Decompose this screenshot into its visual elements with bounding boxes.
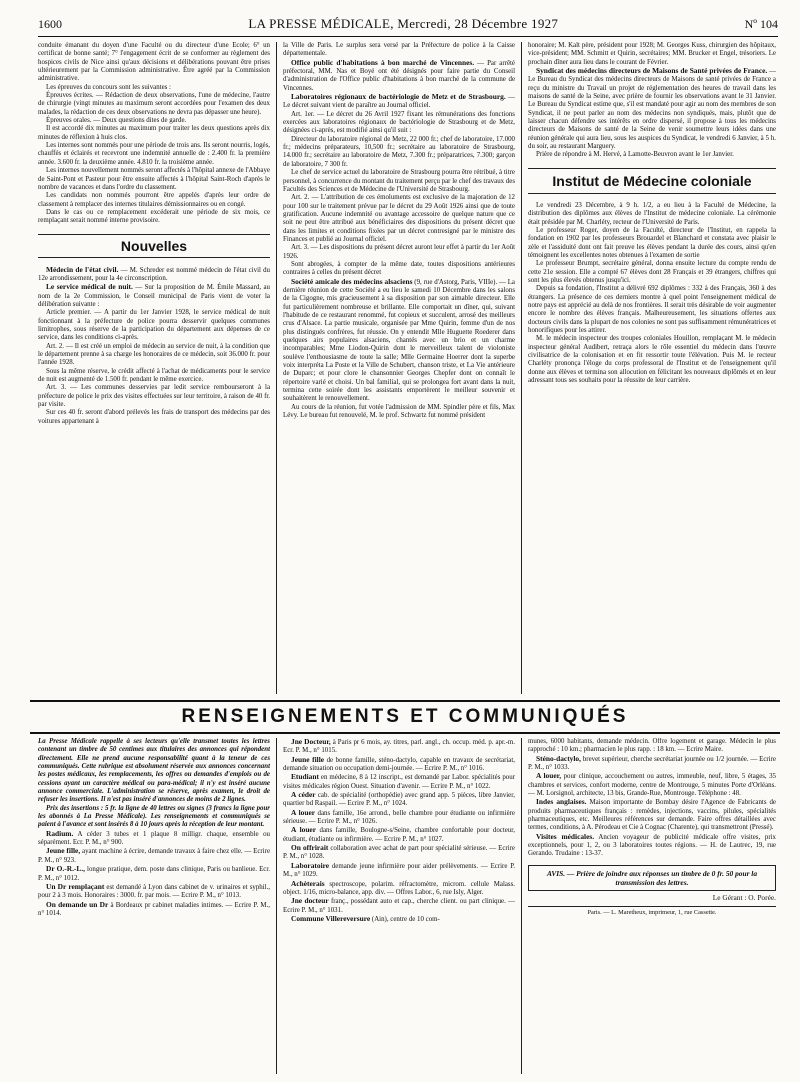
paragraph: Le vendredi 23 Décembre, à 9 h. 1/2, a eu lieu à la Faculté de Médecine, la distribution des diplômes aux élèves de l'Institut de médecine coloniale. La cérémonie était présidée par M. Charléty, recteur de l'Université de Paris.	[528, 201, 776, 226]
paragraph: Les épreuves du concours sont les suivantes :	[46, 83, 171, 91]
paragraph: Épreuves orales. — Deux questions dites de garde.	[46, 117, 187, 125]
column-rule	[521, 738, 522, 1074]
news-heading: Société amicale des médecins alsaciens	[291, 276, 413, 286]
ad-heading: A louer	[291, 825, 316, 835]
ad-heading: Visites médicales.	[536, 831, 595, 841]
ad-heading: A louer,	[536, 771, 562, 781]
ad-text: Ancien voyageur de publicité médicale offre visites, prix exceptionnels, pour 1, 2, ou 3 laboratoires toutes régions. — H. de Lautrec, 19, rue Gerando. Trudaine : 13-37.	[528, 833, 776, 858]
news-text: (9, rue d'Astorg, Paris, VIIIe). — La dernière réunion de cette Société a eu lieu le samedi 10 Décembre dans les salons de la Cigogne, mis gracieusement à sa disposition par son aimable directeur. Elle fut particulièrement nombreuse et brillante. Elle comportait un dîner, qui, suivant l'habitude de ce restaurant renommé, fut copieux et succulent, arrosé des meilleurs crus d'Alsace. La partie musicale, organisée par Mme Quirin, femme d'un de nos plus distingués confrères, fut réussie. On y entendit Mlle Huguette Roederer dans quelques airs populaires alsaciens, chantés avec un brio et un charme incomparables; Mme Liodon-Quirin dont le merveilleux talent de violoniste soulève l'enthousiasme de toute la salle; Mlle Germaine Hoerrer dont la superbe voix interpréta La Poste et la Ville de Schubert, chanson triste, et La Vie antérieure de Duparc; et pour clore le chansonnier Georges Chepfer dont on connaît le répertoire varié et choisi. Un bal familial, qui se prolongea fort avant dans la nuit, termina cette soirée dont les assistants emportèrent le meilleur souvenir et souhaitèrent le renouvellement.	[283, 278, 515, 403]
paragraph: Dans le cas ou ce remplacement excéderait une période de six mois, ce remplaçant serait nommé interne provisoire.	[38, 208, 270, 225]
ad-heading: On offrirait	[291, 843, 329, 853]
news-text: — Sur la proposition de M. Émile Massard, au nom de la 2e Commission, le Conseil municipal de Paris vient de voter la délibération suivante :	[38, 284, 270, 308]
ad-text: spectroscope, polarim. réfractomètre, microm. cellule Malass. object. 1/16, micro-balance, app. div. — Offres Labor., 6, rue Isly, Alger.	[283, 880, 515, 896]
classifieds-intro: La Presse Médicale rappelle à ses lecteurs qu'elle transmet toutes les lettres contenant un timbre de 50 centimes aux titulaires des annonces qui répondent directement. Elle ne prend aucune responsabilité quant à la teneur de ces communiqués. Cette rubrique est absolument réservée aux annonces concernant les postes médicaux, les remplacements, les offres ou demandes d'emplois ou de cessions ayant un caractère médical ou para-médical; il n'y est inséré aucune annonce commerciale. L'administration se réserve, après examen, le droit de refuser les insertions. Il n'est pas inséré d'annonces de moins de 2 lignes.	[38, 738, 270, 804]
column-rule	[276, 42, 277, 694]
ad-text: brevet supérieur, cherche secrétariat journée ou 1/2 journée. — Ecrire P. M., n° 1033.	[528, 755, 776, 772]
paragraph: Épreuves écrites. — Rédaction de deux observations, l'une de médecine, l'autre de chirurgie (vingt minutes au maximum seront accordées pour l'examen des deux malades, la rédaction de ces deux observations ne devra pas dépasser une heure).	[38, 92, 270, 116]
ad-heading: Achèterais	[291, 878, 325, 888]
news-heading: Syndicat des médecins directeurs de Maisons de Santé privées de France.	[536, 66, 768, 76]
ad-text: en médecine, 8 à 12 inscript., est demandé par Labor. spécialités pour visites médicales région Ouest. Situation d'avenir. — Ecrire P. M., n° 1022.	[283, 774, 515, 790]
ad-text: collaboration avec achat de part pour spécialité sérieuse. — Ecrire P. M., n° 1028.	[283, 845, 515, 861]
section-banner-renseignements: RENSEIGNEMENTS ET COMMUNIQUÉS	[30, 700, 780, 734]
paragraph: Prière de répondre à M. Hervé, à Lamotte-Beuvron avant le 1er Janvier.	[536, 151, 734, 159]
ad-text: à Bordeaux pr cabinet maladies intimes. — Ecrire P. M., n° 1014.	[38, 901, 270, 917]
ad-text: pour clinique, accouchement ou autres, immeuble, neuf, libre, 5 étages, 35 chambres et services, confort moderne, centre de Montrouge, 5 minutes Porte d'Orléans. — M. Lorsignol, architecte, 13 bis, Grande-Rue, Montrouge. Téléphone : 48.	[528, 773, 776, 798]
page-header	[38, 12, 778, 37]
ad-heading: Etudiant	[291, 772, 319, 782]
ad-heading: Radium.	[46, 828, 74, 838]
ad-heading: Un Dr remplaçant	[46, 881, 105, 891]
paragraph: Depuis sa fondation, l'Institut a délivré 692 diplômes : 332 à des Français, 360 à des étrangers. La présence de ces derniers montre à quel point l'enseignement médical de notre pays est apprécié au delà de nos frontières. Il serait très désirable de voir augmenter encore le nombre des élèves français. Malheureusement, les situations offertes aux docteurs civils dans la plupart de nos colonies ne sont pas suffisamment rémunératrices et honorifiques pour les attirer.	[528, 285, 776, 334]
paragraph: M. le médecin inspecteur des troupes coloniales Houillon, remplaçant M. le médecin inspecteur général Audibert, retraça alors le rôle essentiel du médecin dans l'œuvre civilisatrice de la colonisation et en fit ressortir toute l'élévation. Puis M. le recteur Charléty prononça l'éloge du corps professoral de l'Institut et de l'enseignement qu'il donne aux élèves et termina son allocution en félicitant les nouveaux diplômés et en leur adressant tous ses souhaits pour la réussite de leur carrière.	[528, 335, 776, 385]
page-number: 1600	[38, 16, 62, 31]
ad-heading: Jne docteur	[291, 896, 329, 906]
news-text: — Le décret suivant vient de paraître au Journal officiel.	[283, 94, 515, 110]
ad-text: dans famille, 16e arrond., belle chambre pour étudiante ou infirmière sérieuse. — Ecrire P. M., n° 1026.	[283, 809, 515, 826]
journal-title: LA PRESSE MÉDICALE, Mercredi, 28 Décembre 1927	[248, 16, 559, 31]
news-text: — Le Bureau du Syndicat des médecins directeurs de Maisons de santé privées de France a reçu du ministre du Travail un projet de réglementation des heures de travail dans les maisons de santé de la Seine, avec prière de fournir les observations avant le 31 Janvier. Le Bureau du Syndicat estime que, s'il est mandaté pour agir au nom des membres de son Syndicat, il ne peut parler au nom des médecins non syndiqués, mais, plutôt que de laisser chacun défendre ses intérêts en ordre dispersé, il propose à tous les médecins directeurs de Maisons de santé de la Seine de venir soumettre leurs idées dans une réunion générale qui aura lieu, sous les auspices du Syndicat, le vendredi 6 Janvier, à 5 h. du soir, au restaurant Marguery.	[528, 68, 776, 151]
paragraph: Art. 3. — Les communes desservies par ledit service rembourseront à la préfecture de police le prix des visites effectuées sur leur territoire, à raison de 40 fr. par visite.	[38, 384, 270, 409]
ad-heading: A céder	[291, 790, 316, 800]
paragraph: Le professeur Roger, doyen de la Faculté, directeur de l'Institut, en rappela la fondation en 1902 par les professeurs Brouardel et Blanchard et constata avec plaisir le zèle et l'assiduité dont ont fait preuve les élèves pendant la durée des cours, ainsi qu'en témoignent les excellentes notes obtenues à l'examen de sortie	[528, 226, 776, 259]
paragraph: Le professeur Brumpt, secrétaire général, donna ensuite lecture du compte rendu de cette 21e session. Elle a compté 67 élèves dont 28 Français et 39 étrangers, chiffres qui sont les plus élevés obtenus jusqu'ici.	[528, 260, 776, 284]
ad-heading: Jne Docteur,	[291, 738, 331, 746]
ad-text: longue pratique, dem. poste dans clinique, Paris ou banlieue. Ecr. P. M., n° 1012.	[38, 866, 270, 882]
section-title-nouvelles: Nouvelles	[38, 234, 270, 258]
news-text: — Par arrêté préfectoral, MM. Nas et Boyé ont été désignés pour faire partie du Conseil d'administration de l'Office public d'habitations à bon marché de la commune de Vincennes.	[283, 59, 515, 92]
paragraph: Au cours de la réunion, fut votée l'admission de MM. Spindler père et fils, Max Lévy. Le bureau fut renouvelé, M. le prof. Schwartz fut nommé président	[283, 403, 515, 420]
section-title-institut: Institut de Médecine coloniale	[528, 168, 776, 194]
ad-text: demande jeune infirmière pour aider prélèvements. — Ecrire P. M., n° 1029.	[283, 862, 515, 879]
column-rule	[521, 42, 522, 694]
paragraph: Les candidats non nommés pourront être appelés d'après leur ordre de classement à remplacer des internes titulaires démissionnaires ou en congé.	[38, 192, 270, 208]
news-heading: Office public d'habitations à bon marché de Vincennes.	[291, 57, 475, 67]
ad-text: dans famille, Boulogne-s/Seine, chambre confortable pour docteur, étudiant, étudiante ou infirmière. — Ecrire P. M., n° 1027.	[283, 827, 515, 843]
ad-text: ayant machine à écrire, demande travaux à faire chez elle. — Ecrire P. M., n° 923.	[38, 848, 270, 864]
ad-heading: Indes anglaises.	[536, 797, 587, 807]
avis-notice: AVIS. — Prière de joindre aux réponses un timbre de 0 fr. 50 pour la transmission des lettres.	[528, 865, 776, 891]
ad-heading: Sténo-dactylo,	[536, 753, 581, 763]
gerant-signature: Le Gérant : O. Porée.	[712, 892, 776, 902]
paragraph: Art. 2. — L'attribution de ces émoluments est exclusive de la majoration de 12 pour 100 sur le traitement prévue par le décret du 29 Août 1926 ainsi que de toute gratification. Aucune indemnité ou avantage accessoire de quelque nature que ce soit ne peut être attribué aux bénéficiaires des dispositions du présent décret que dans les limites et conditions fixées par un décret contresigné par le ministre des Finances et publié au Journal officiel.	[283, 194, 515, 243]
news-text: — M. Schreder est nommé médecin de l'état civil du 12e arrondissement, pour la 4e circonscription.	[38, 266, 270, 282]
paragraph: Le chef de service actuel du laboratoire de Strasbourg pourra être rétribué, à titre personnel, à concurrence du montant du traitement perçu par le chef des travaux des Facultés des Sciences et de Médecine de l'Université de Strasbourg.	[283, 169, 515, 193]
ad-heading: On demande un Dr	[46, 899, 109, 909]
paragraph: Les internes nouvellement nommés seront affectés à l'hôpital annexe de l'Abbaye de Saint-Pont et Pasteur pour être ensuite affectés à l'hôpital Saint-Roch d'après le nombre de vacances et dans l'ordre du classement.	[38, 167, 270, 191]
column-2	[283, 42, 515, 694]
paragraph: Article premier. — A partir du 1er Janvier 1928, le service médical de nuit fonctionnant à la préfecture de police pourra desservir quelques communes limitrophes, sous réserve de la participation du département aux dépenses de ce service, dans les conditions ci-après.	[38, 309, 270, 342]
paragraph: Directeur du laboratoire régional de Metz, 22 000 fr.; chef de laboratoire, 17.000 fr.; médecins préparateurs, 10,500 fr.; secrétaire au laboratoire de Strasbourg, 14.000 fr.; secrétaire au laboratoire de Metz, 7.300 fr.; préparatrices, 7.300; garçon de laboratoire, 7 300 fr.	[283, 135, 515, 168]
column-1	[38, 42, 270, 694]
ad-text: munes, 6000 habitants, demande médecin. Offre logement et garage. Médecin le plus rapproché : 10 km.; pharmacien le plus rapp. : 18 km. — Ecrire Maire.	[528, 738, 776, 754]
news-heading: Laboratoires régionaux de bactériologie de Metz et de Strasbourg.	[291, 92, 506, 102]
ad-text: de bonne famille, sténo-dactylo, capable en travaux de secrétariat, demande situation ou occupation demi-journée. — Ecrire P. M., n° 1016.	[283, 756, 515, 773]
classifieds-column-2	[283, 738, 515, 1074]
ad-heading: Laboratoire	[291, 860, 330, 870]
ad-text: est demandé à Lyon dans cabinet de v. urinaires et syphil., pour 2 à 3 mois. Honoraires : 3000. fr. par mois. — Ecrire P. M., n° 1013.	[38, 883, 270, 900]
ad-text: cab. de spécialité (orthopédie) avec grand app. 5 pièces, libre Janvier, quartier bd Raspail. — Ecrire P. M., n° 1024.	[283, 792, 515, 808]
paragraph: honoraire; M. Kalt père, président pour 1928; M. Georges Kuss, chirurgien des hôpitaux, vice-président; MM. Schmitt et Quirin, secrétaires; MM. Brucker et Engel, trésoriers. Le prochain dîner aura lieu dans le courant de Février.	[528, 42, 776, 66]
paragraph: Sous la même réserve, le crédit affecté à l'achat de médicaments pour le service de nuit est augmenté de 1.500 fr. pendant le même exercice.	[38, 367, 270, 384]
ad-heading: Commune Villereversure	[291, 913, 371, 923]
column-rule	[276, 738, 277, 1074]
paragraph: Il est accordé dix minutes au maximum pour traiter les deux questions après dix minutes de réflexion à huis clos.	[38, 125, 270, 141]
ad-text: A céder 3 tubes et 1 plaque 8 milligr. chaque, ensemble ou séparément. Ecr. P. M., n° 900.	[38, 830, 270, 847]
classifieds-column-3	[528, 738, 776, 1074]
ad-heading: A louer	[291, 807, 316, 817]
classifieds-column-1	[38, 738, 270, 1074]
ad-text: franç., possédant auto et cap., cherche client. ou part clinique. — Ecrire P. M., n° 1031.	[283, 898, 515, 914]
news-heading: Médecin de l'état civil.	[46, 264, 119, 274]
paragraph: Art. 3. — Les dispositions du présent décret auront leur effet à partir du 1er Août 1926.	[283, 244, 515, 260]
ad-text: à Paris pr 6 mois, ay. titres, parl. angl., ch. occup. méd. p. apr.-m. Ecr. P. M., n° 1015.	[283, 739, 515, 755]
ad-heading: Jeune fille	[291, 754, 325, 764]
printer-imprint: Paris. — L. Maretheux, imprimeur, 1, rue Cassette.	[528, 906, 776, 917]
ad-text: Maison importante de Bombay désire l'Agence de Fabricants de produits pharmaceutiques français : remèdes, injections, vaccins, pilules, spécialités pharmaceutiques, etc. Meilleures références sur demande. Faire offres détaillées avec termes, conditions, à A. Pérodeau et Cie à Cognac (Charente), qui transmettront (Pressé).	[528, 799, 776, 832]
ad-text: (Ain), centre de 10 com-	[370, 915, 440, 923]
paragraph: Les internes sont nommés pour une période de trois ans. Ils seront nourris, logés, chauffés et éclairés et recevront une indemnité annuelle de : 2.400 fr. la première année. 3.600 fr. la deuxième année. 4.810 fr. la troisième année.	[38, 142, 270, 166]
ad-heading: Jeune fille,	[46, 846, 81, 856]
classifieds-prices: Prix des insertions : 5 fr. la ligne de 40 lettres ou signes (3 francs la ligne pour les abonnés à La Presse Médicale). Les renseignements et communiqués se paient à l'avance et sont insérés 8 à 10 jours après la réception de leur montant.	[38, 804, 270, 829]
news-heading: Le service médical de nuit.	[46, 282, 133, 292]
column-3	[528, 42, 776, 694]
paragraph: Art. 1er. — Le décret du 26 Avril 1927 fixant les rémunérations des fonctions exercées aux laboratoires régionaux de bactériologie de Strasbourg et de Metz, désignées ci-après, est modifié ainsi qu'il suit :	[283, 110, 515, 135]
paragraph: Art. 2. — Il est créé un emploi de médecin au service de nuit, à la condition que le département prenne à sa charge les honoraires de ce médecin, soit 36.000 fr. pour l'année 1928.	[38, 342, 270, 367]
paragraph: Sont abrogées, à compter de la même date, toutes dispositions antérieures contraires à celles du présent décret	[283, 260, 515, 277]
paragraph: conduite émanant du doyen d'une Faculté ou du directeur d'une École; 6° un certificat de bonne santé; 7° l'engagement écrit de se conformer au règlement des hospices civils de Nice ainsi qu'aux décisions et délibérations pouvant être prises ultérieurement par la Commission administrative. Être agréé par la Commission administrative.	[38, 42, 270, 83]
paragraph: Sur ces 40 fr. seront d'abord prélevés les frais de transport des médecins par des voitures appartenant à	[38, 409, 270, 425]
paragraph: la Ville de Paris. Le surplus sera versé par la Préfecture de police à la Caisse départementale.	[283, 42, 515, 58]
ad-heading: Dr O.-R.-L.,	[46, 864, 85, 874]
issue-number: Nº 104	[744, 16, 778, 31]
